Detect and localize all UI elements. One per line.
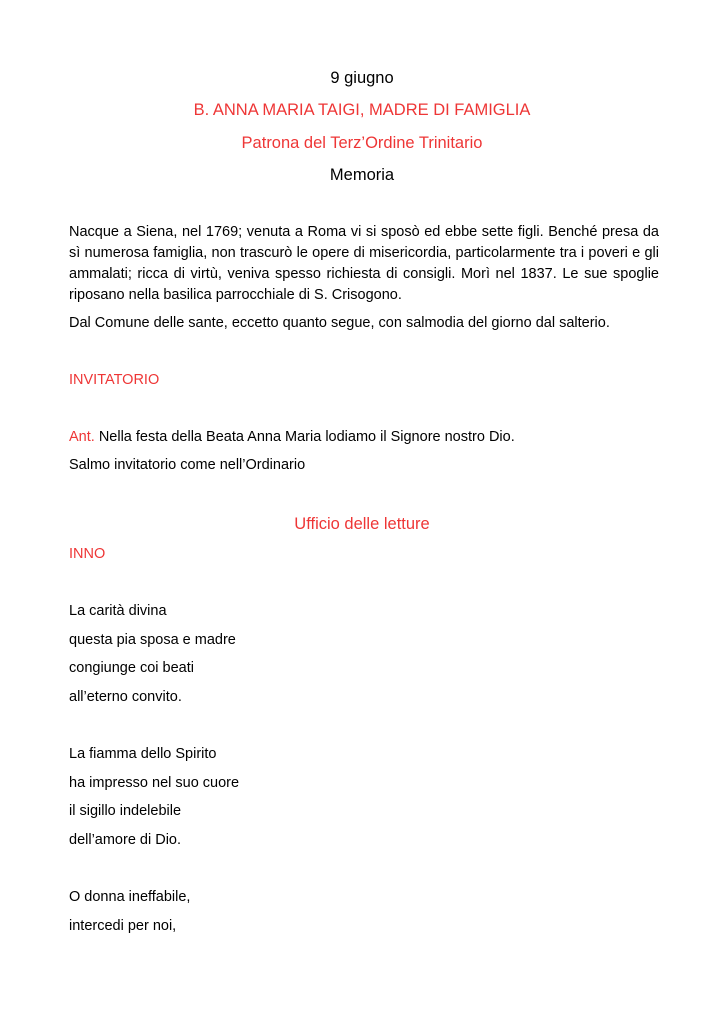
hymn-line: O donna ineffabile,	[69, 889, 191, 905]
antiphon	[69, 429, 515, 445]
feast-date: 9 giugno	[330, 69, 394, 87]
rubric-paragraph: Dal Comune delle sante, eccetto quanto segue, con salmodia del giorno dal salterio.	[69, 315, 610, 331]
feast-subtitle: Patrona del Terz’Ordine Trinitario	[241, 134, 483, 152]
invitatorio-note: Salmo invitatorio come nell’Ordinario	[69, 457, 306, 473]
biography-paragraph: Nacque a Siena, nel 1769; venuta a Roma vi si sposò ed ebbe sette figli. Benché presa da sì numerosa famiglia, non trascurò le opere di misericordia, particolarmente tra i poveri e gli ammalati; ricca di virtù, veniva spesso richiesta di consigli. Morì nel 1837. Le sue spoglie riposano nella basilica parrocchiale di S. Crisogono.	[69, 224, 659, 303]
hymn-line: questa pia sposa e madre	[69, 632, 236, 648]
hymn-line: ha impresso nel suo cuore	[69, 775, 240, 791]
hymn-line: all’eterno convito.	[69, 689, 182, 705]
antiphon-text: Nella festa della Beata Anna Maria lodiamo il Signore nostro Dio.	[94, 429, 515, 445]
hymn-line: dell’amore di Dio.	[69, 832, 182, 848]
ufficio-heading: Ufficio delle letture	[294, 515, 430, 533]
feast-rank: Memoria	[329, 166, 395, 184]
hymn-line: La fiamma dello Spirito	[69, 746, 217, 762]
feast-title: B. ANNA MARIA TAIGI, MADRE DI FAMIGLIA	[193, 101, 531, 119]
hymn-line: La carità divina	[69, 603, 167, 619]
antiphon-label: Ant.	[69, 429, 95, 445]
invitatorio-heading: INVITATORIO	[69, 372, 160, 388]
hymn-line: congiunge coi beati	[69, 660, 194, 676]
inno-heading: INNO	[69, 546, 106, 562]
hymn-line: intercedi per noi,	[69, 918, 177, 934]
hymn-line: il sigillo indelebile	[69, 803, 182, 819]
